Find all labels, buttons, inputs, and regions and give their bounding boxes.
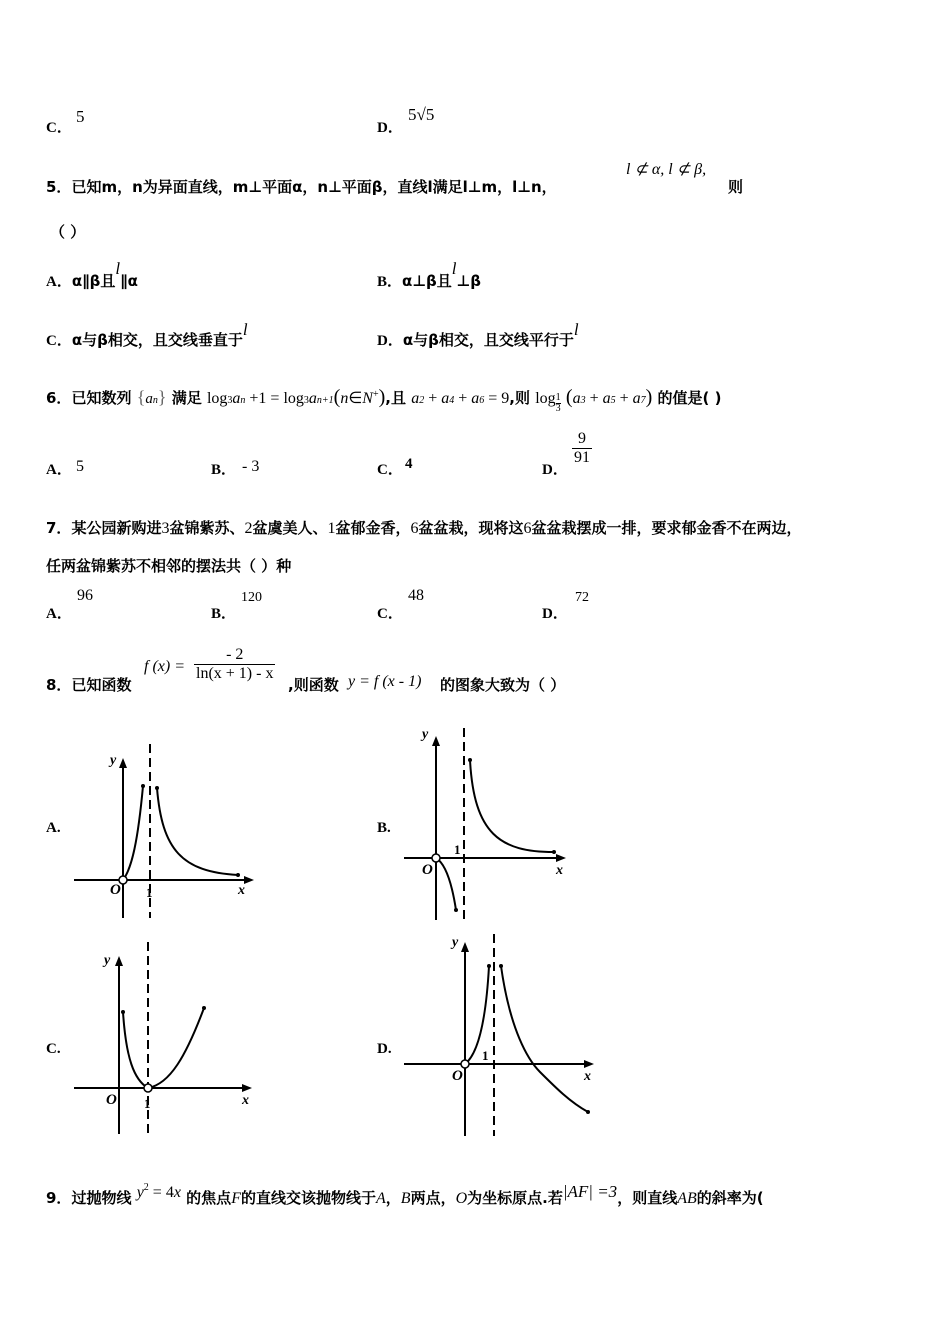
- q8-graph-b: [400, 724, 580, 924]
- q8-graph-c: [70, 938, 260, 1138]
- q6-option-a-label: A．: [46, 462, 72, 478]
- q4-option-c-value: 5: [76, 107, 85, 126]
- tick-1: 1: [454, 842, 461, 857]
- origin-hole: [461, 1060, 469, 1068]
- q5-option-c: C．α与β相交，且交线垂直于l: [46, 320, 248, 349]
- hole-at-1: [144, 1084, 152, 1092]
- origin-label: O: [110, 882, 121, 898]
- q7-option-c-value: 48: [408, 587, 424, 604]
- q7-option-d-label: D．: [542, 606, 568, 622]
- q6-option-b-label: B．: [211, 462, 237, 478]
- q5-tail: 则: [728, 178, 744, 196]
- q8-option-c-label: C.: [46, 1041, 61, 1057]
- y-axis-arrow: [119, 758, 127, 768]
- y-axis-arrow: [115, 956, 123, 966]
- y-axis-arrow: [461, 942, 469, 952]
- q8-fraction: $\frac{- 2}{\ln(x + 1) - x}$: [196, 646, 274, 682]
- q5-condition: l ⊄ α, l ⊄ β,: [626, 161, 707, 178]
- origin-label: O: [452, 1068, 463, 1084]
- q4-option-d-value: 5√5: [408, 105, 435, 124]
- q9-stem: 9．过抛物线 $y^2 = 4x$ 的焦点F的直线交该抛物线于A，B两点，O为坐标原点.若|AF| =3，则直线AB的斜率为(: [46, 1182, 764, 1207]
- q7-line2: 任两盆锦紫苏不相邻的摆法共（ ）种: [46, 557, 292, 575]
- curve-right: [501, 966, 588, 1112]
- y-label: y: [104, 953, 111, 968]
- q7-option-c-label: C．: [377, 606, 403, 622]
- q8-option-d-label: D.: [377, 1041, 392, 1057]
- q4-option-c-label: C．: [46, 120, 72, 136]
- origin-label: O: [106, 1092, 117, 1108]
- q8-fx: f (x) =: [144, 658, 185, 675]
- q7-option-b-label: B．: [211, 606, 237, 622]
- origin-hole: [432, 854, 440, 862]
- origin-label: O: [422, 862, 433, 878]
- q4-option-d-label: D．: [377, 120, 403, 136]
- q6-option-b-value: - 3: [242, 458, 260, 475]
- q7-option-d-value: 72: [575, 590, 589, 605]
- y-label: y: [110, 753, 117, 768]
- x-axis-arrow: [556, 854, 566, 862]
- q7-line1: 7．某公园新购进3盆锦紫苏、2盆虞美人、1盆郁金香，6盆盆栽，现将这6盆盆栽摆成一排，要求郁金香不在两边，: [46, 519, 802, 537]
- q5-stem: [46, 176, 557, 197]
- q8-stem-a: 8．已知函数: [46, 676, 132, 694]
- q8-stem-b: ,则函数: [288, 676, 339, 694]
- x-label: x: [242, 1093, 249, 1108]
- q7-option-a-value: 96: [77, 587, 93, 604]
- q5-option-d: D．α与β相交，且交线平行于l: [377, 320, 579, 349]
- q5-stem-text: 已知m，n为异面直线，m⊥平面α，n⊥平面β，直线l满足l⊥m，l⊥n，: [71, 178, 557, 196]
- x-label: x: [556, 863, 563, 878]
- curve-right: [157, 788, 238, 875]
- q6-stem: 6．已知数列 {an} 满足 log3an +1 = log3an+1(n∈N+),且 a2 + a4 + a6 = 9,则 log $\frac{1}{3}$ (a3 + a5 + a7) 的值是( ): [46, 386, 722, 414]
- q8-yx: y = f (x - 1): [348, 673, 422, 690]
- y-axis-arrow: [432, 736, 440, 746]
- q7-option-a-label: A．: [46, 606, 72, 622]
- q8-option-a-label: A.: [46, 820, 61, 836]
- curve-left: [123, 786, 143, 880]
- q8-stem-c: 的图象大致为（ ）: [440, 676, 566, 694]
- q8-graph-d: [400, 930, 605, 1140]
- x-axis-arrow: [244, 876, 254, 884]
- q5-option-a: A．α∥β且l∥α: [46, 259, 138, 290]
- q6-option-c-value: 4: [405, 456, 413, 472]
- x-axis-arrow: [584, 1060, 594, 1068]
- q5-paren: （ ）: [50, 223, 86, 241]
- y-label: y: [422, 727, 429, 742]
- x-axis-arrow: [242, 1084, 252, 1092]
- q8-graph-a: [70, 740, 260, 920]
- x-label: x: [238, 883, 245, 898]
- tick-1: 1: [144, 1096, 151, 1111]
- tick-1: 1: [482, 1048, 489, 1063]
- q6-option-a-value: 5: [76, 458, 84, 475]
- q5-option-b: B．α⊥β且l⊥β: [377, 259, 481, 290]
- curve-right: [470, 760, 554, 852]
- q7-option-b-value: 120: [241, 590, 262, 605]
- curve-left: [436, 858, 456, 910]
- q6-option-c-label: C．: [377, 462, 403, 478]
- x-label: x: [584, 1069, 591, 1084]
- q6-option-d-fraction: $\frac{9}{91}$: [574, 430, 590, 466]
- y-label: y: [452, 935, 459, 950]
- q6-option-d-label: D．: [542, 462, 568, 478]
- q5-number: 5．: [46, 178, 72, 196]
- curve: [123, 1008, 204, 1088]
- q8-option-b-label: B.: [377, 820, 391, 836]
- tick-1: 1: [146, 885, 153, 900]
